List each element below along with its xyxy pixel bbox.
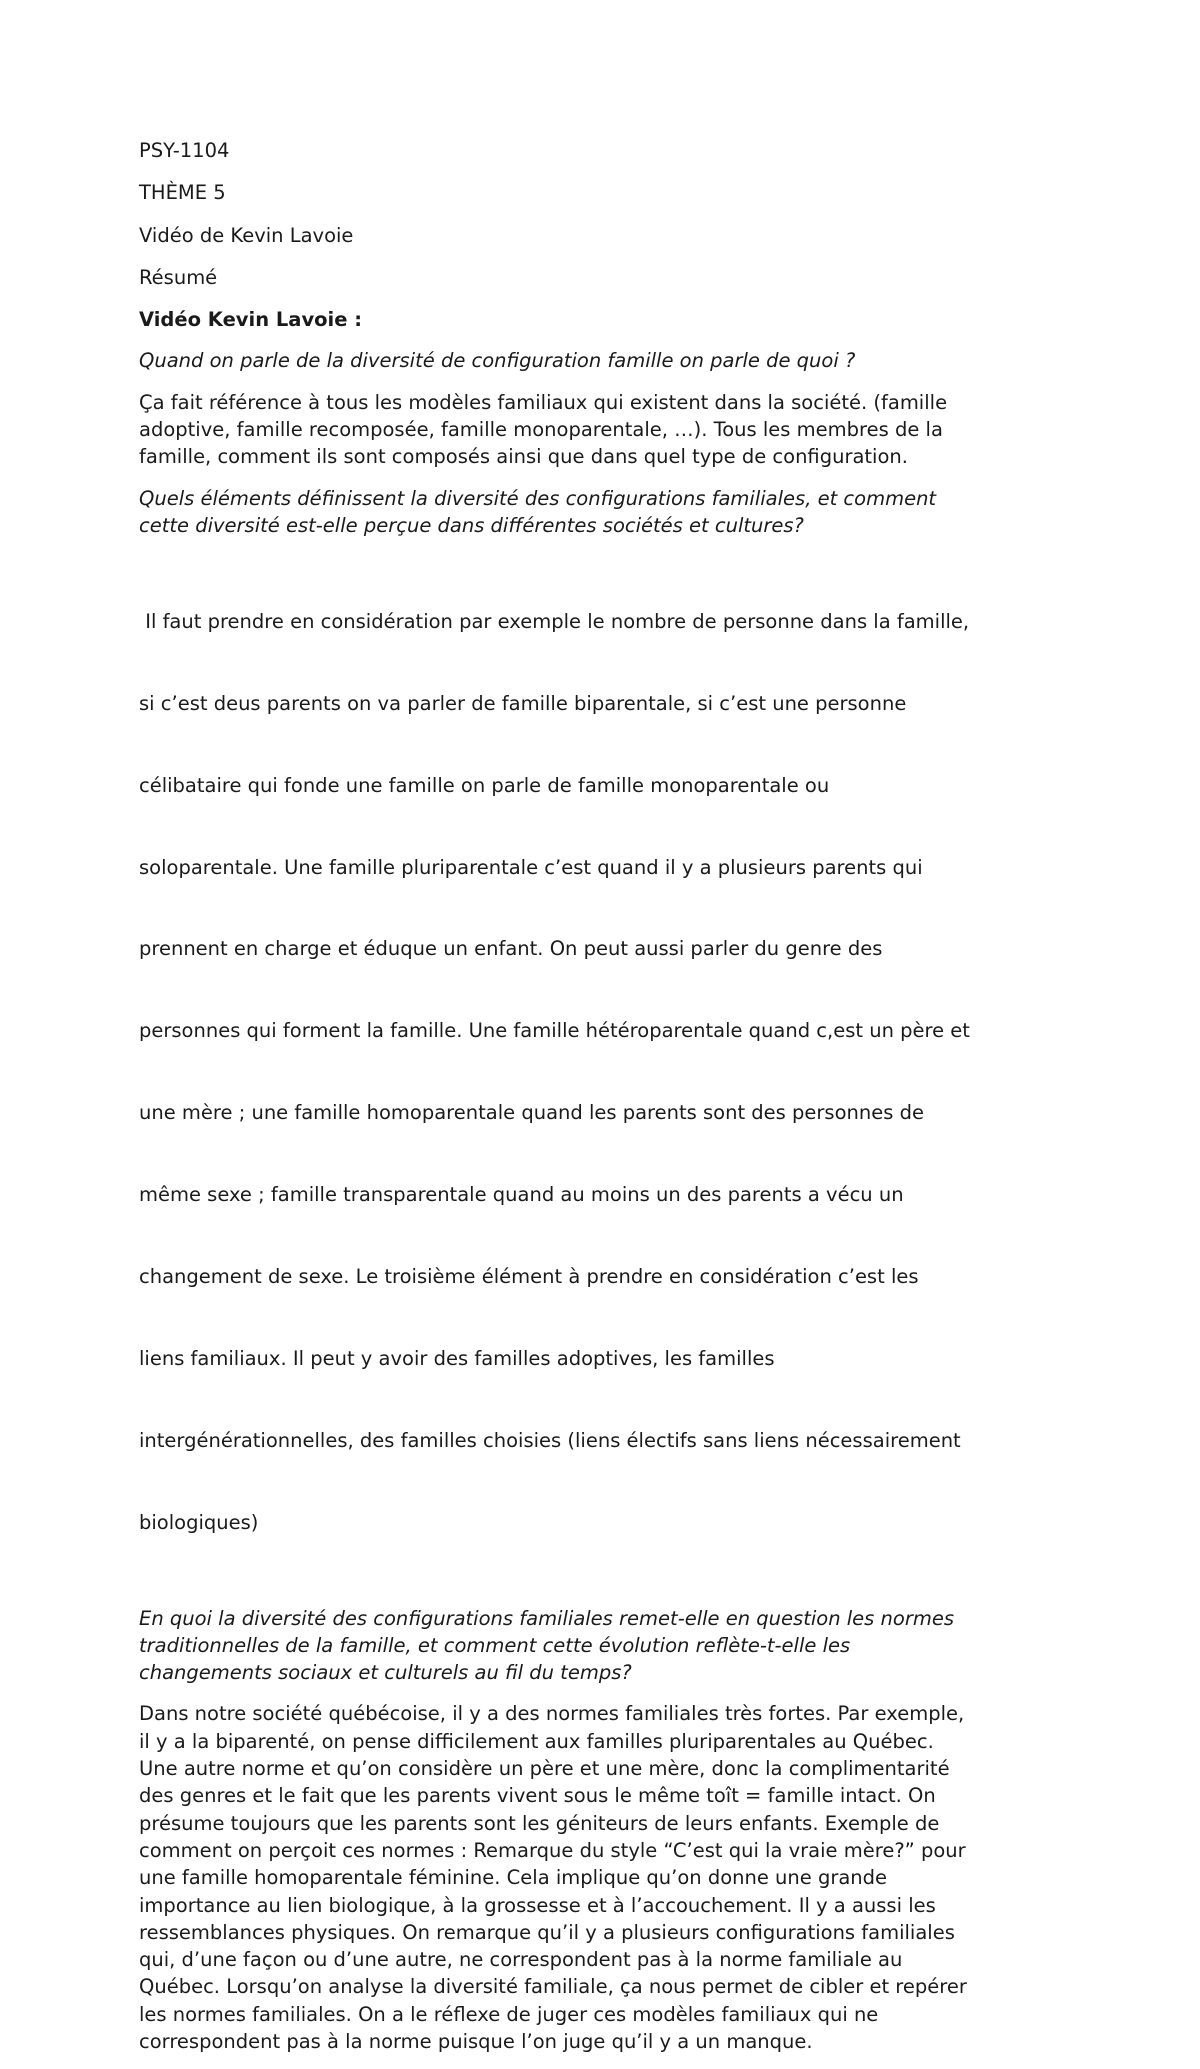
text-line: Dans notre société québécoise, il y a des normes familiales très fortes. Par exemple, xyxy=(139,1702,965,1726)
question-paragraph xyxy=(139,347,1064,374)
text-line: correspondent pas à la norme puisque l’on juge qu’il y a un manque. xyxy=(139,2030,813,2053)
question-paragraph xyxy=(139,485,1064,540)
text-line: Québec. Lorsqu’on analyse la diversité familiale, ça nous permet de cibler et repérer xyxy=(139,1975,967,1999)
answer-paragraph xyxy=(139,389,1064,471)
text-line: ressemblances physiques. On remarque qu’il y a plusieurs configurations familiales xyxy=(139,1920,955,1944)
text-line: célibataire qui fonde une famille on parle de famille monoparentale ou xyxy=(139,773,830,797)
text-line: une mère ; une famille homoparentale quand les parents sont des personnes de xyxy=(139,1101,924,1125)
text-line: qui, d’une façon ou d’une autre, ne correspondent pas à la norme familiale au xyxy=(139,1948,903,1972)
text-line: famille, comment ils sont composés ainsi que dans quel type de configuration. xyxy=(139,445,908,469)
text-line: prennent en charge et éduque un enfant. On peut aussi parler du genre des xyxy=(139,937,883,961)
text-line: des genres et le fait que les parents vivent sous le même toît = famille intact. On xyxy=(139,1784,936,1808)
text-line: Quels éléments définissent la diversité des configurations familiales, et comment xyxy=(139,486,937,510)
text-line: intergénérationnelles, des familles choisies (liens électifs sans liens nécessairement xyxy=(139,1428,961,1452)
summary-label: Résumé xyxy=(139,265,218,289)
text-line: présume toujours que les parents sont les géniteurs de leurs enfants. Exemple de xyxy=(139,1811,940,1835)
text-line: changement de sexe. Le troisième élément à prendre en considération c’est les xyxy=(139,1264,919,1288)
question-paragraph xyxy=(139,1605,1064,1687)
text-line: adoptive, famille recomposée, famille monoparentale, …). Tous les membres de la xyxy=(139,418,943,442)
text-line: soloparentale. Une famille pluriparentale c’est quand il y a plusieurs parents qui xyxy=(139,855,923,879)
course-code: PSY-1104 xyxy=(139,139,230,162)
text-line: les normes familiales. On a le réflexe de juger ces modèles familiaux qui ne xyxy=(139,2002,879,2026)
text-line: personnes qui forment la famille. Une famille hétéroparentale quand c,est un père et xyxy=(139,1019,970,1043)
theme-label: THÈME 5 xyxy=(139,181,226,205)
text-line: cette diversité est-elle perçue dans différentes sociétés et cultures? xyxy=(139,513,804,537)
text-line: il y a la biparenté, on pense difficilement aux familles pluriparentales au Québec. xyxy=(139,1729,934,1753)
text-line: Une autre norme et qu’on considère un père et une mère, donc la complimentarité xyxy=(139,1757,950,1781)
text-line: traditionnelles de la famille, et comment cette évolution reflète-t-elle les xyxy=(139,1633,851,1657)
text-line: Il faut prendre en considération par exemple le nombre de personne dans la famille, xyxy=(139,609,970,633)
text-line: En quoi la diversité des configurations familiales remet-elle en question les normes xyxy=(139,1606,954,1630)
text-line: Quand on parle de la diversité de configuration famille on parle de quoi ? xyxy=(139,349,856,373)
section-heading: Vidéo Kevin Lavoie : xyxy=(139,308,363,332)
text-line: biologiques) xyxy=(139,1510,259,1534)
text-line: importance au lien biologique, à la grossesse et à l’accouchement. Il y a aussi les xyxy=(139,1893,936,1917)
text-line: changements sociaux et culturels au fil du temps? xyxy=(139,1661,632,1685)
answer-paragraph xyxy=(139,1700,1064,2055)
text-line: Ça fait référence à tous les modèles familiaux qui existent dans la société. (famille xyxy=(139,390,948,414)
text-line: comment on perçoit ces normes : Remarque du style “C’est qui la vraie mère?” pour xyxy=(139,1838,966,1862)
document-body xyxy=(139,137,1064,2069)
text-line: même sexe ; famille transparentale quand au moins un des parents a vécu un xyxy=(139,1183,904,1207)
text-line: une famille homoparentale féminine. Cela implique qu’on donne une grande xyxy=(139,1866,888,1890)
text-line: liens familiaux. Il peut y avoir des familles adoptives, les familles xyxy=(139,1346,775,1370)
answer-paragraph xyxy=(139,553,1064,1590)
text-line: si c’est deus parents on va parler de famille biparentale, si c’est une personne xyxy=(139,691,907,715)
video-title: Vidéo de Kevin Lavoie xyxy=(139,223,354,247)
